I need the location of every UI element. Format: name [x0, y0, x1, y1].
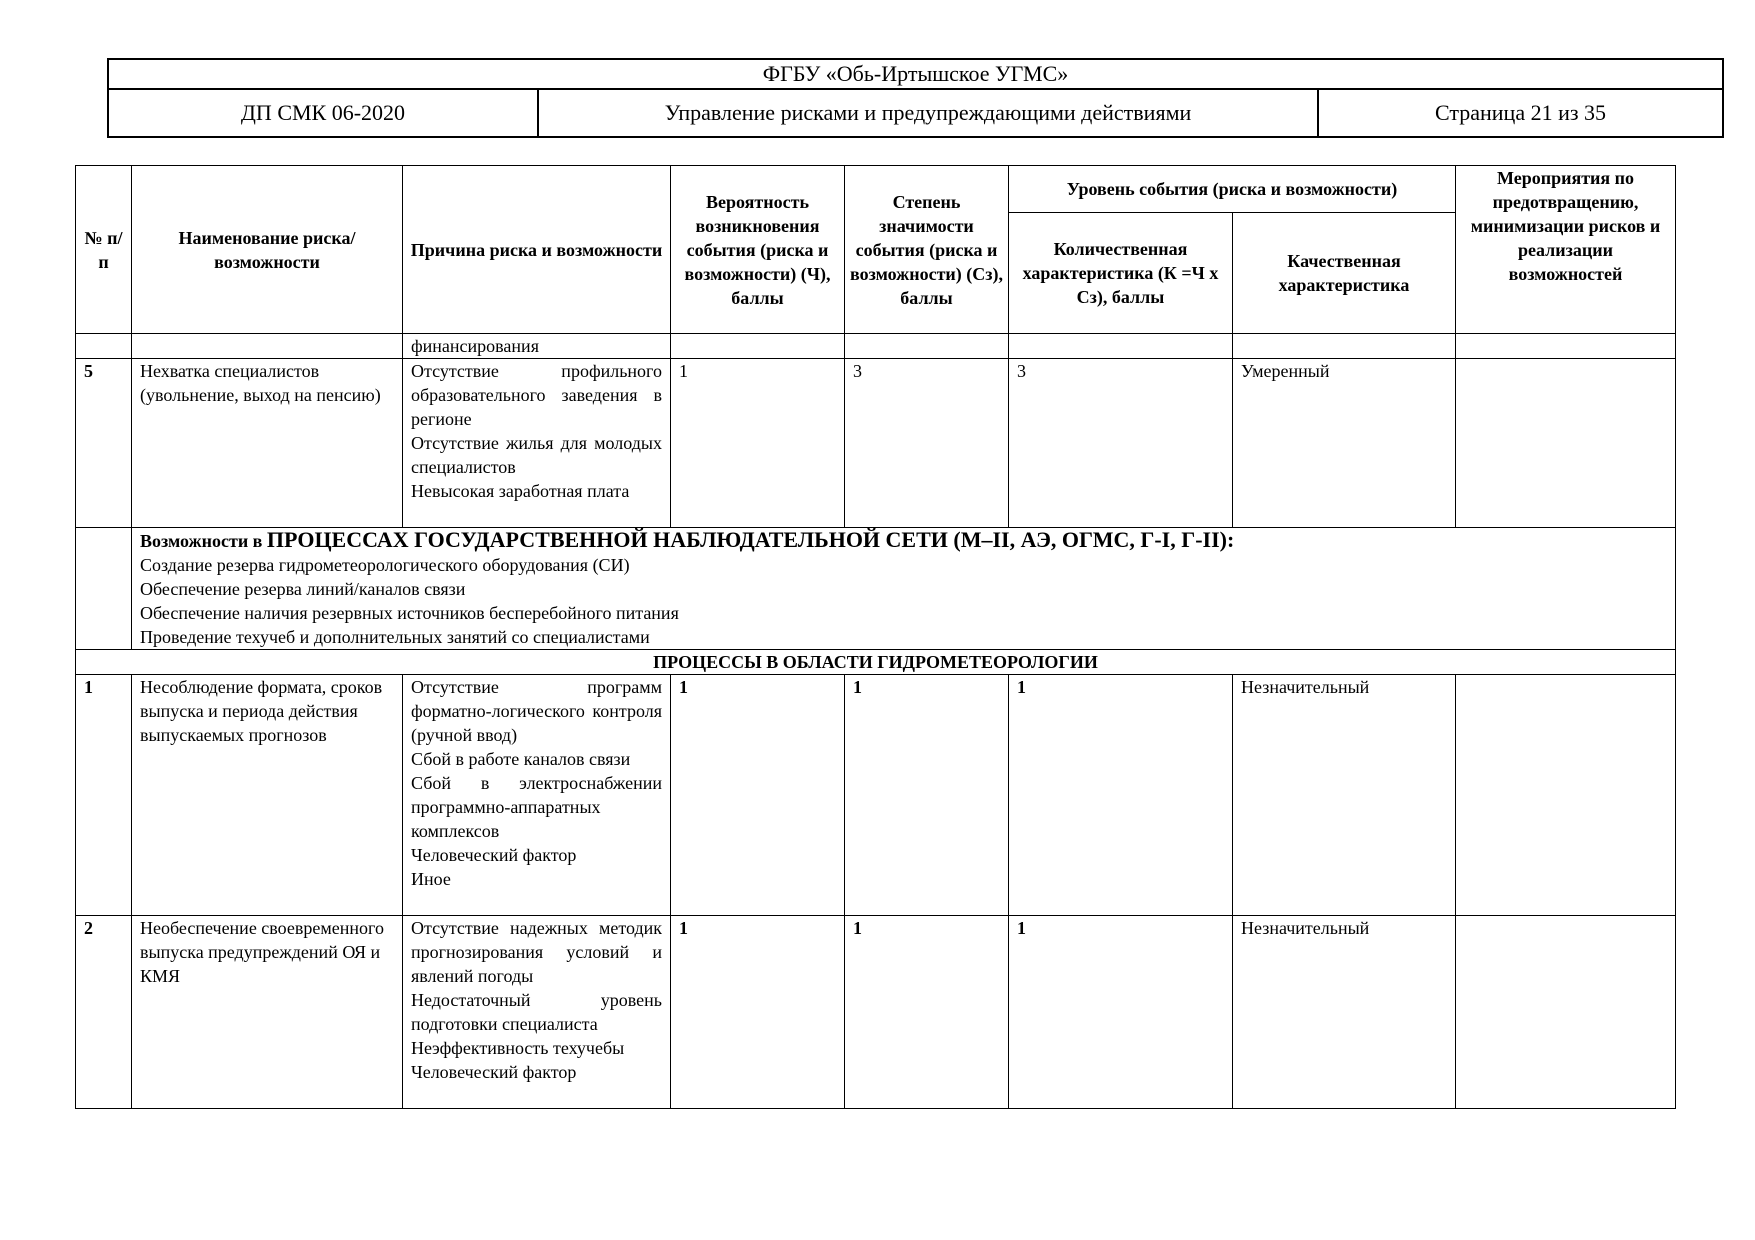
significance-value: 1 [845, 675, 1009, 916]
cause-item: Человеческий фактор [411, 1062, 577, 1082]
row-number: 5 [76, 359, 132, 528]
col-header-cause: Причина риска и возможности [403, 166, 671, 334]
risk-causes [403, 675, 671, 916]
page-number: Страница 21 из 35 [1318, 89, 1723, 137]
row-number: 2 [76, 916, 132, 1109]
opportunities-row [76, 528, 1676, 650]
document-title: Управление рисками и предупреждающими действиями [538, 89, 1318, 137]
opportunities-title: Возможности в ПРОЦЕССАХ ГОСУДАРСТВЕННОЙ НАБЛЮДАТЕЛЬНОЙ СЕТИ (М–II, АЭ, ОГМС, Г-I, Г-II): [140, 527, 1235, 552]
qualitative-value: Незначительный [1233, 916, 1456, 1109]
risk-table [75, 165, 1676, 1109]
probability-value: 1 [671, 675, 845, 916]
significance-value: 3 [845, 359, 1009, 528]
probability-value: 1 [671, 916, 845, 1109]
row-number: 1 [76, 675, 132, 916]
risk-causes [403, 359, 671, 528]
significance-value: 1 [845, 916, 1009, 1109]
cause-item: Отсутствие надежных методик прогнозирования условий и явлений погоды [411, 918, 662, 986]
measures-cell [1456, 675, 1676, 916]
cause-item: Отсутствие профильного образовательного заведения в регионе [411, 361, 662, 429]
probability-value: 1 [671, 359, 845, 528]
table-row [76, 359, 1676, 528]
opportunity-item: Создание резерва гидрометеорологического оборудования (СИ) [140, 555, 630, 575]
document-header [107, 58, 1724, 138]
section-row [76, 650, 1676, 675]
quantitative-value: 3 [1009, 359, 1233, 528]
measures-cell [1456, 916, 1676, 1109]
cause-item: Неэффективность техучебы [411, 1038, 625, 1058]
cause-item: Иное [411, 869, 451, 889]
cause-item: Невысокая заработная плата [411, 481, 630, 501]
quantitative-value: 1 [1009, 916, 1233, 1109]
quantitative-value: 1 [1009, 675, 1233, 916]
cause-item: Человеческий фактор [411, 845, 577, 865]
measures-cell [1456, 359, 1676, 528]
col-header-quantitative: Количественная характеристика (К =Ч х Сз), баллы [1009, 213, 1233, 334]
opportunity-item: Обеспечение наличия резервных источников бесперебойного питания [140, 603, 679, 623]
cause-item: Сбой в электроснабжении программно-аппаратных комплексов [411, 773, 662, 841]
cause-item: Недостаточный уровень подготовки специалиста [411, 990, 662, 1034]
section-title: ПРОЦЕССЫ В ОБЛАСТИ ГИДРОМЕТЕОРОЛОГИИ [76, 650, 1676, 675]
opportunities-cell [132, 528, 1676, 650]
col-header-qualitative: Качественная характеристика [1233, 213, 1456, 334]
cause-item: Отсутствие жилья для молодых специалистов [411, 433, 662, 477]
col-header-number: № п/п [76, 166, 132, 334]
risk-name: Несоблюдение формата, сроков выпуска и периода действия выпускаемых прогнозов [132, 675, 403, 916]
col-header-significance: Степень значимости события (риска и возможности) (Сз), баллы [845, 166, 1009, 334]
cause-cell: финансирования [403, 334, 671, 359]
table-row-continuation [76, 334, 1676, 359]
col-header-event-level: Уровень события (риска и возможности) [1009, 166, 1456, 213]
risk-causes [403, 916, 671, 1109]
document-code: ДП СМК 06-2020 [108, 89, 538, 137]
qualitative-value: Незначительный [1233, 675, 1456, 916]
cause-item: Сбой в работе каналов связи [411, 749, 631, 769]
risk-name: Необеспечение своевременного выпуска предупреждений ОЯ и КМЯ [132, 916, 403, 1109]
organization-name: ФГБУ «Обь-Иртышское УГМС» [108, 59, 1723, 89]
col-header-probability: Вероятность возникновения события (риска и возможности) (Ч), баллы [671, 166, 845, 334]
table-row [76, 916, 1676, 1109]
qualitative-value: Умеренный [1233, 359, 1456, 528]
table-row [76, 675, 1676, 916]
risk-name: Нехватка специалистов (увольнение, выход на пенсию) [132, 359, 403, 528]
col-header-measures: Мероприятия по предотвращению, минимизации рисков и реализации возможностей [1456, 166, 1676, 334]
cause-item: Отсутствие программ форматно-логического контроля (ручной ввод) [411, 677, 662, 745]
col-header-name: Наименование риска/возможности [132, 166, 403, 334]
opportunity-item: Обеспечение резерва линий/каналов связи [140, 579, 466, 599]
opportunity-item: Проведение техучеб и дополнительных занятий со специалистами [140, 627, 650, 647]
